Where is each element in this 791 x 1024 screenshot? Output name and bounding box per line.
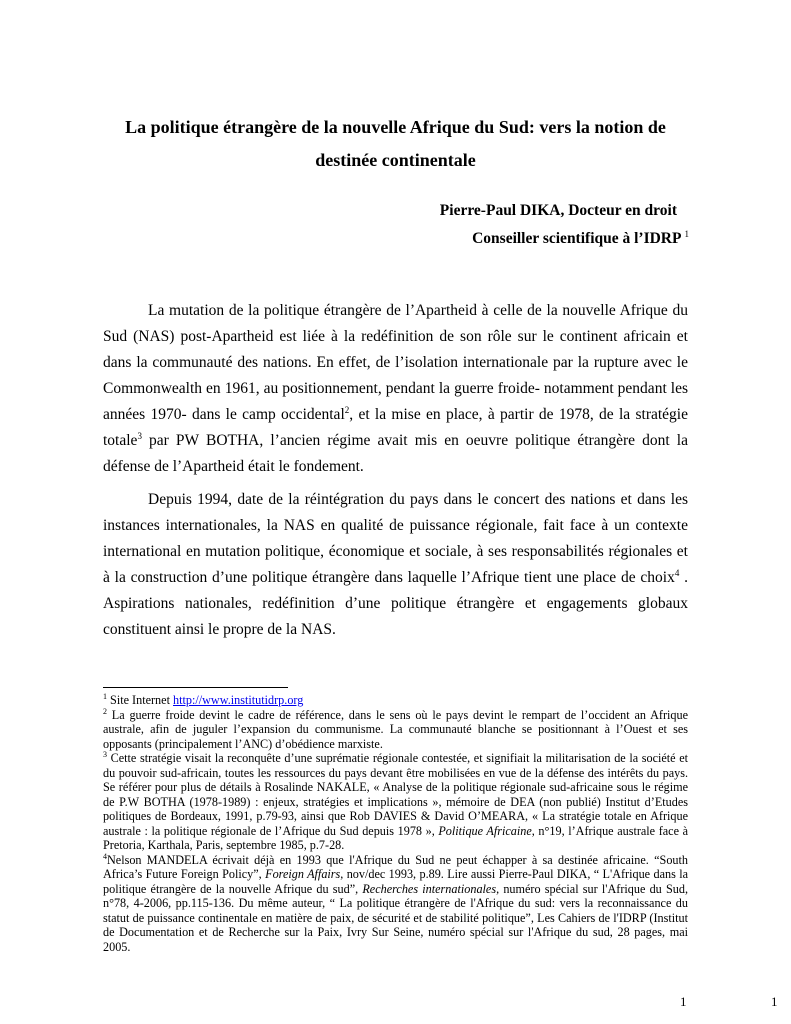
- footnote-ref-1[interactable]: 1: [684, 228, 689, 239]
- footnote-ref-4[interactable]: 4: [674, 567, 680, 578]
- footnote-ref-2[interactable]: 2: [344, 404, 350, 415]
- footnote-ref-3[interactable]: 3: [137, 430, 142, 441]
- footnote-3-text-b: , n°19, l’Afrique australe face à Pretoria, Karthala, Paris, septembre 1985, p.7-28.: [103, 823, 688, 852]
- footnote-4-text-a: Nelson MANDELA écrivait déjà en 1993 que l'Afrique du Sud ne peut échapper à sa destinée africaine. “South Africa’s Future Foreign Policy”,: [103, 852, 688, 881]
- paragraph-2-part-a: Depuis 1994, date de la réintégration du pays dans le concert des nations et dans les instances internationales, la NAS en qualité de puissance régionale, fait face à un contexte international en mutation politique, économique et sociale, à ses responsabilités régionales et à la construction d’une politique étrangère dans laquelle l’Afrique tient une place de choix: [103, 491, 688, 586]
- page-number-margin: 1: [771, 994, 778, 1009]
- footnote-1-number: 1: [103, 691, 107, 701]
- footnote-3-number: 3: [103, 749, 107, 759]
- paragraph-1: [103, 298, 688, 480]
- footnote-3-text-a: Cette stratégie visait la reconquête d’une suprématie régionale contestée, et signifiait la militarisation de la société et du pouvoir sud-africain, toutes les ressources du pays devant être mobilisées en vue de la défense des intérêts du pays. Se référer pour plus de détails à Rosalinde NAKALE, « Analyse de la politique régionale sud-africaine sous le régime de P.W BOTHA (1978-1989) : enjeux, stratégies et implications », mémoire de DEA (non publié) Institut d’Etudes politiques de Bordeaux, 1991, p.79-93, ainsi que Rob DAVIES & David O’MEARA, « La stratégie totale en Afrique australe : la politique régionale de l’Afrique du Sud depuis 1978 »,: [103, 751, 688, 838]
- page-number: 1: [680, 994, 687, 1009]
- footnote-3: [103, 751, 688, 853]
- institut-idrp-link[interactable]: http://www.institutidrp.org: [173, 693, 304, 707]
- footnotes: [103, 693, 688, 954]
- body-text: [103, 298, 688, 650]
- footnote-separator: [103, 687, 288, 688]
- paragraph-2: [103, 487, 688, 643]
- footnote-4-text-c: numéro spécial sur l'Afrique du Sud, n°78, 4-2006, pp.115-136. Du même auteur, “ La politique étrangère de l'Afrique du sud: vers la reconnaissance du statut de puissance continentale en matière de paix, de sécurité et de stabilité politique”, Les Cahiers de l'IDRP (Institut de Documentation et de Recherche sur la Paix, Ivry Sur Seine, numéro spécial sur l'Afrique du sud, 28 pages, mai 2005.: [103, 881, 688, 954]
- document-title: La politique étrangère de la nouvelle Afrique du Sud: vers la notion de destinée continentale: [125, 117, 666, 170]
- paragraph-1-part-c: par PW BOTHA, l’ancien régime avait mis en oeuvre politique étrangère dont la défense de l’Apartheid était le fondement.: [103, 432, 688, 475]
- footnote-2-text: La guerre froide devint le cadre de référence, dans le sens où le pays devint le rempart de l’occident an Afrique australe, afin de juguler l’expansion du communisme. La communauté blanche se positionnant à l’Ouest et ses opposants (principalement l’ANC) d’obédience marxiste.: [103, 707, 688, 751]
- author-role: [472, 230, 689, 248]
- footnote-4-journal-1: Foreign Affairs: [265, 867, 341, 881]
- footnote-4-number: 4: [103, 851, 107, 861]
- footnote-4: [103, 853, 688, 955]
- footnote-4-journal-2: Recherches internationales,: [362, 881, 500, 896]
- paragraph-1-part-a: La mutation de la politique étrangère de l’Apartheid à celle de la nouvelle Afrique du Sud (NAS) post-Apartheid est liée à la redéfinition de son rôle sur le continent africain et dans la communauté des nations. En effet, de l’isolation internationale par la rupture avec le Commonwealth en 1961, au positionnement, pendant la guerre froide- notamment pendant les années 1970- dans le camp occidental: [103, 302, 688, 423]
- author-name: Pierre-Paul DIKA, Docteur en droit: [439, 202, 677, 219]
- footnote-3-journal: Politique Africaine: [438, 823, 532, 838]
- footnote-1: [103, 693, 688, 708]
- author-role-text: Conseiller scientifique à l’IDRP: [472, 230, 681, 247]
- footnote-2-number: 2: [103, 706, 107, 716]
- footnote-4-text-b: , nov/dec 1993, p.89. Lire aussi Pierre-Paul DIKA, “ L'Afrique dans la politique étrangère de la nouvelle Afrique du sud”,: [103, 867, 688, 896]
- paragraph-1-part-b: , et la mise en place, à partir de 1978, de la stratégie totale: [103, 406, 688, 449]
- paragraph-2-part-b: . Aspirations nationales, redéfinition d’une politique étrangère et engagements globaux constituent ainsi le propre de la NAS.: [103, 569, 689, 638]
- footnote-2: [103, 708, 688, 752]
- footnote-1-text: Site Internet: [107, 693, 173, 707]
